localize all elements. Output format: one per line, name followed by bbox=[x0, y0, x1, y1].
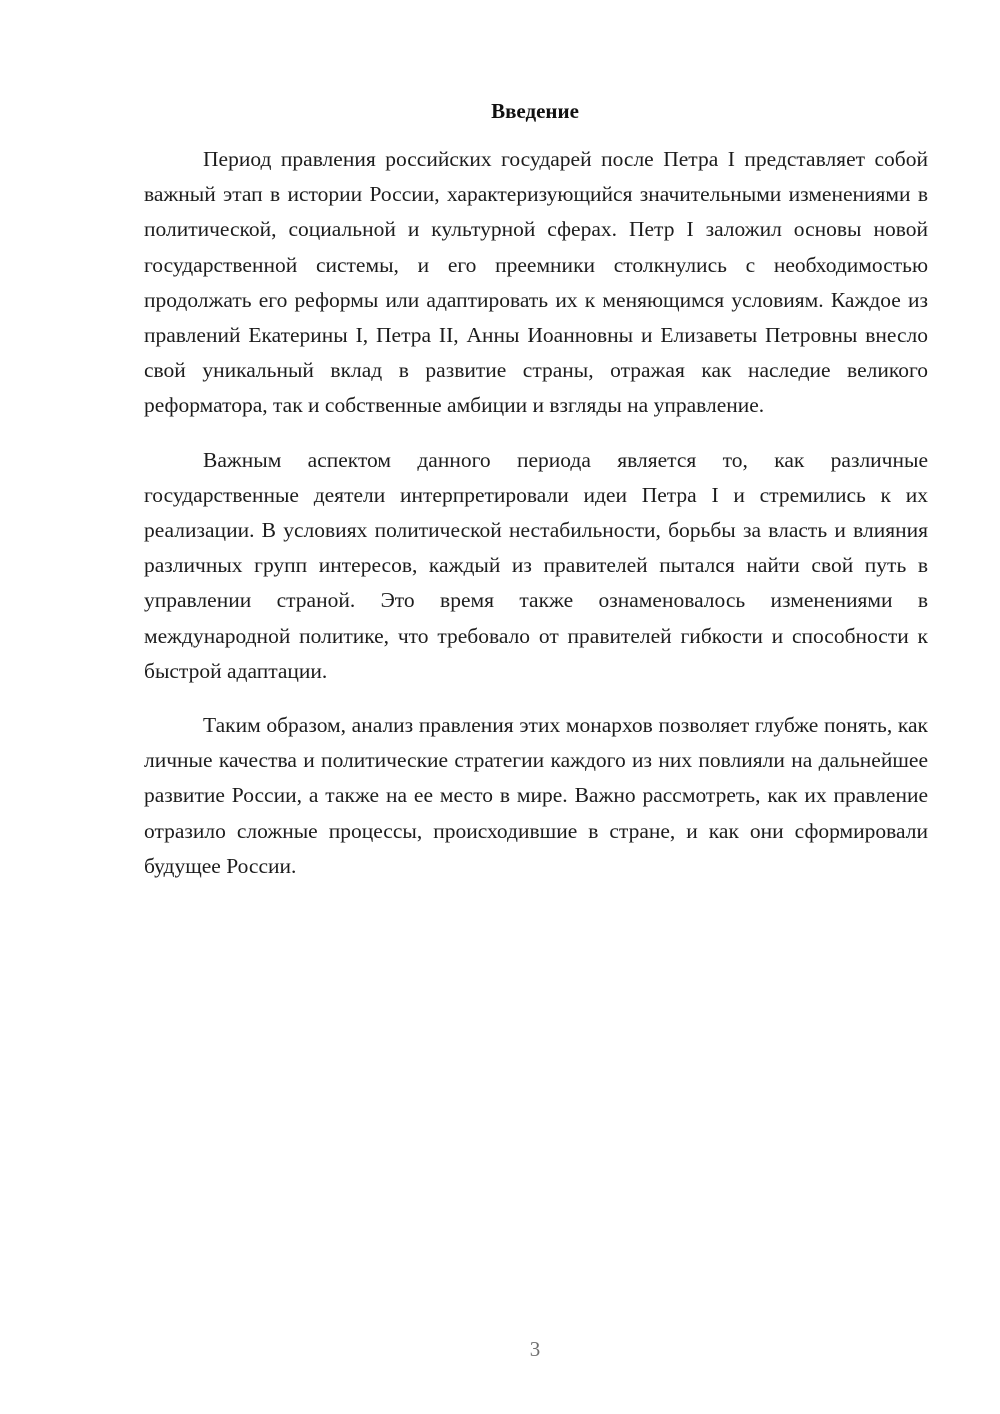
paragraph-1: Период правления российских государей после Петра I представляет собой важный этап в истории России, характеризующийся значительными изменениями в политической, социальной и культурной сферах. Петр I заложил основы новой государственной системы, и его преемники столкнулись с необходимостью продолжать его реформы или адаптировать их к меняющимся условиям. Каждое из правлений Екатерины I, Петра II, Анны Иоанновны и Елизаветы Петровны внесло свой уникальный вклад в развитие страны, отражая как наследие великого реформатора, так и собственные амбиции и взгляды на управление. bbox=[144, 147, 928, 418]
page-number: 3 bbox=[529, 1337, 541, 1361]
section-heading: Введение bbox=[491, 99, 579, 123]
body-text bbox=[144, 142, 928, 903]
paragraph-3: Таким образом, анализ правления этих монархов позволяет глубже понять, как личные качества и политические стратегии каждого из них повлияли на дальнейшее развитие России, а также на ее место в мире. Важно рассмотреть, как их правление отразило сложные процессы, происходившие в стране, и как они сформировали будущее России. bbox=[144, 713, 928, 878]
paragraph-2: Важным аспектом данного периода является то, как различные государственные деятели интерпретировали идеи Петра I и стремились к их реализации. В условиях политической нестабильности, борьбы за власть и влияния различных групп интересов, каждый из правителей пытался найти свой путь в управлении страной. Это время также ознаменовалось изменениями в международной политике, что требовало от правителей гибкости и способности к быстрой адаптации. bbox=[144, 447, 928, 683]
